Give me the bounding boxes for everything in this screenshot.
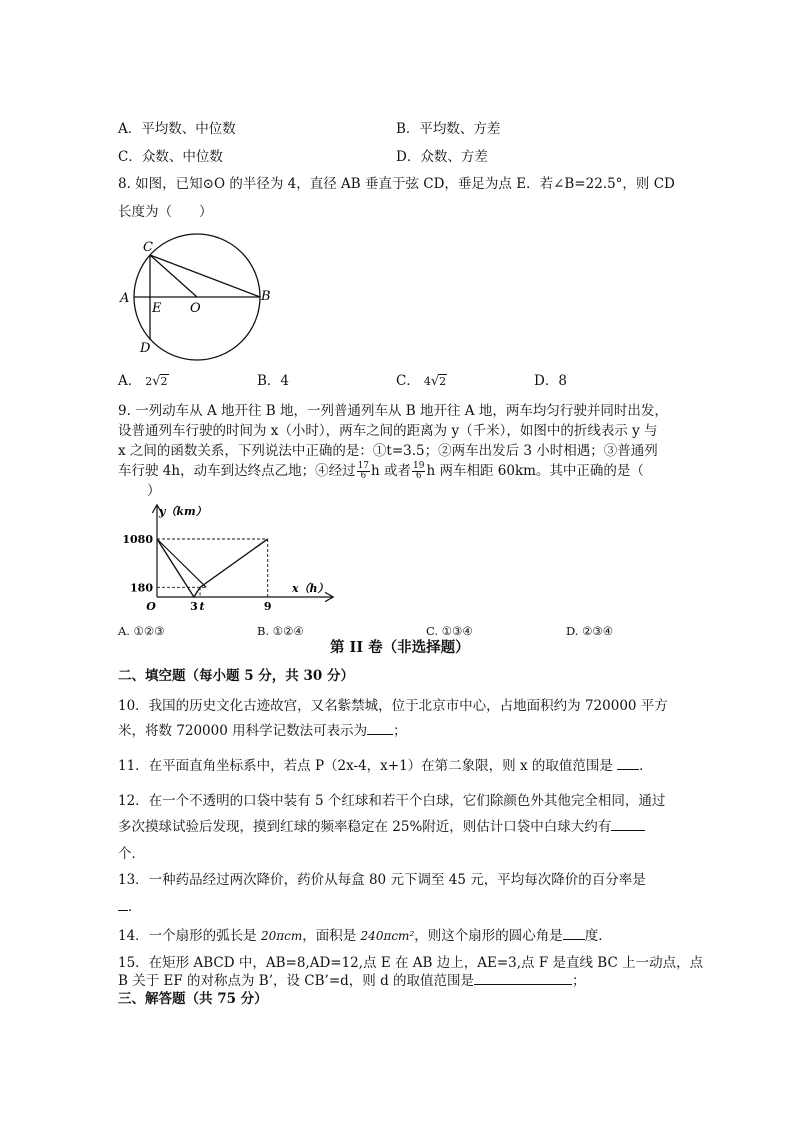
segment-cb — [150, 255, 260, 297]
label-b: B — [261, 289, 271, 304]
q15-line2: B 关于 EF 的对称点为 B’，设 CB’=d，则 d 的取值范围是 ； — [118, 973, 586, 989]
q9-stem-line1: 9. 一列动车从 A 地开往 B 地，一列普通列车从 B 地开往 A 地，两车均匀行驶并同时出发， — [118, 403, 668, 419]
q7-option-a: A．平均数、中位数 — [118, 121, 236, 137]
q7-option-c: C．众数、中位数 — [118, 149, 223, 165]
q12-answer-blank[interactable] — [611, 818, 645, 831]
q8-stem-line1: 8. 如图，已知⊙O 的半径为 4，直径 AB 垂直于弦 CD，垂足为点 E．若∠B=22.5°，则 CD — [118, 176, 675, 192]
q9-option-c: C. ①③④ — [426, 624, 473, 638]
q15-line1: 15．在矩形 ABCD 中，AB=8,AD=12,点 E 在 AB 边上，AE=3,点 F 是直线 BC 上一动点，点 — [118, 955, 704, 971]
segment-co — [150, 255, 197, 297]
q9-stem-line4: 车行驶 4h，动车到达终点乙地；④经过 $\frac{17}{6}$ h 或者 $\frac{19}{6}$ h 两车相距 60km。其中正确的是（ — [118, 461, 644, 481]
y-tick-label-180: 180 — [130, 581, 153, 595]
q8-option-a: A． 2√2 — [118, 373, 168, 389]
q9-stem-line2: 设普通列车行驶的时间为 x（小时），两车之间的距离为 y（千米），如图中的折线表示 y 与 — [118, 423, 658, 439]
x-tick-label-t: t — [199, 600, 205, 613]
label-a: A — [120, 291, 130, 306]
q7-option-b: B．平均数、方差 — [396, 121, 501, 137]
q9-stem-line3: x 之间的函数关系，下列说法中正确的是：①t=3.5；②两车出发后 3 小时相遇；③普通列 — [118, 443, 658, 459]
fraction-17-6: $\frac{17}{6}$ — [357, 461, 370, 481]
q9-stem-line5: ） — [147, 483, 161, 499]
q12-line1: 12．在一个不透明的口袋中装有 5 个红球和若干个白球，它们除颜色外其他完全相同，通过 — [118, 793, 666, 809]
q10-line2: 米，将数 720000 用科学记数法可表示为 ； — [118, 723, 407, 739]
q13-line1: 13．一种药品经过两次降价，药价从每盒 80 元下调至 45 元，平均每次降价的百分率是 — [118, 872, 646, 888]
q10-line1: 10．我国的历史文化古迹故宫，又名紫禁城，位于北京市中心，占地面积约为 720000 平方 — [118, 698, 668, 714]
q11-answer-blank[interactable] — [617, 757, 639, 770]
q7-option-d: D．众数、方差 — [396, 149, 488, 165]
x-tick-label-3: 3 — [190, 600, 198, 613]
dashed-guides — [157, 539, 268, 597]
q10-answer-blank[interactable] — [367, 722, 393, 735]
circle-figure — [110, 230, 280, 365]
q12-line2: 多次摸球试验后发现，摸到红球的频率稳定在 25%附近，则估计口袋中白球大约有 — [118, 818, 645, 836]
x-tick-label-O: O — [146, 600, 156, 613]
label-d: D — [140, 341, 151, 356]
q13-answer-blank[interactable] — [118, 898, 128, 911]
x-tick-label-9: 9 — [263, 600, 272, 613]
y-axis-label: y（km） — [159, 505, 207, 518]
q11-line: 11．在平面直角坐标系中，若点 P（2x-4，x+1）在第二象限，则 x 的取值范围是 ． — [118, 758, 653, 774]
label-c: C — [143, 240, 153, 255]
q13-line2: ． — [118, 898, 142, 916]
distance-polyline — [157, 539, 268, 597]
answer-section-header: 三、解答题（共 75 分） — [118, 991, 268, 1007]
x-axis-label: x（h） — [292, 582, 329, 595]
q9-option-a: A. ①②③ — [118, 624, 165, 638]
q8-option-d: D．8 — [534, 373, 567, 389]
q14-answer-blank[interactable] — [563, 927, 585, 940]
q9-option-b: B. ①②④ — [257, 624, 304, 638]
label-e: E — [152, 301, 162, 316]
q15-answer-blank[interactable] — [474, 972, 572, 985]
distance-time-graph — [110, 500, 340, 618]
reference-segment — [157, 539, 206, 587]
q14-line: 14．一个扇形的弧长是 20πcm，面积是 240πcm²，则这个扇形的圆心角是 度． — [118, 928, 612, 944]
q9-option-d: D. ②③④ — [566, 624, 614, 638]
section-2-title: 第 II 卷（非选择题） — [330, 639, 470, 656]
q8-option-c: C． 4√2 — [396, 373, 447, 389]
q8-stem-line2: 长度为（ ） — [118, 204, 213, 220]
label-o: O — [190, 301, 201, 316]
fill-in-header: 二、填空题（每小题 5 分，共 30 分） — [118, 668, 354, 684]
q8-option-b: B．4 — [257, 373, 290, 389]
q12-line3: 个． — [118, 846, 145, 862]
y-tick-label-1080: 1080 — [122, 533, 153, 546]
fraction-19-6: $\frac{19}{6}$ — [413, 461, 425, 481]
